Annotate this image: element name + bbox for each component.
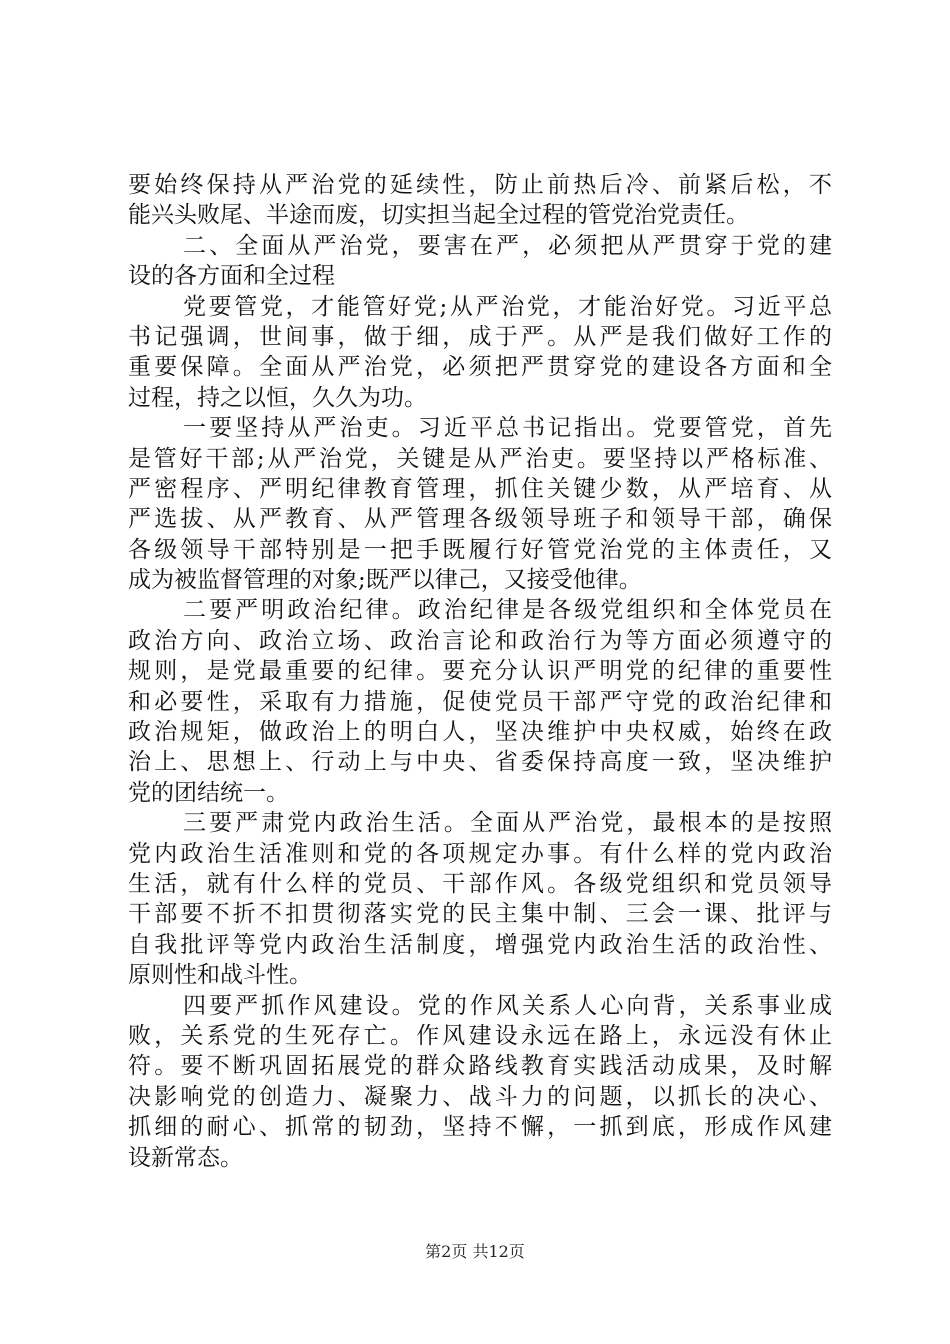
text-line: 设新常态。 (128, 1144, 243, 1171)
text-line: 干部要不折不扣贯彻落实党的民主集中制、三会一课、批评与 (128, 901, 832, 928)
text-line: 败，关系党的生死存亡。作风建设永远在路上，永远没有休止 (128, 1022, 832, 1049)
text-line: 二、全面从严治党，要害在严，必须把从严贯穿于党的建 (183, 232, 832, 259)
text-line: 重要保障。全面从严治党，必须把严贯穿党的建设各方面和全 (128, 354, 832, 381)
text-line: 四要严抓作风建设。党的作风关系人心向背，关系事业成 (183, 992, 832, 1019)
text-line: 规则，是党最重要的纪律。要充分认识严明党的纪律的重要性 (128, 658, 832, 685)
text-line: 严选拔、从严教育、从严管理各级领导班子和领导干部，确保 (128, 506, 832, 533)
text-line: 严密程序、严明纪律教育管理，抓住关键少数，从严培育、从 (128, 475, 832, 502)
text-line: 自我批评等党内政治生活制度，增强党内政治生活的政治性、 (128, 931, 832, 958)
text-line: 决影响党的创造力、凝聚力、战斗力的问题，以抓长的决心、 (128, 1083, 832, 1110)
text-line: 和必要性，采取有力措施，促使党员干部严守党的政治纪律和 (128, 688, 832, 715)
text-line: 二要严明政治纪律。政治纪律是各级党组织和全体党员在 (183, 597, 832, 624)
text-line: 党的团结统一。 (128, 779, 289, 806)
text-line: 党要管党，才能管好党;从严治党，才能治好党。习近平总 (183, 293, 832, 320)
text-line: 政治规矩，做政治上的明白人，坚决维护中央权威，始终在政 (128, 719, 832, 746)
body-text (128, 170, 832, 1173)
text-line: 设的各方面和全过程 (128, 263, 335, 290)
text-line: 党内政治生活准则和党的各项规定办事。有什么样的党内政治 (128, 840, 832, 867)
text-line: 抓细的耐心、抓常的韧劲，坚持不懈，一抓到底，形成作风建 (128, 1114, 832, 1141)
text-line: 成为被监督管理的对象;既严以律己，又接受他律。 (128, 567, 642, 594)
text-line: 原则性和战斗性。 (128, 962, 312, 989)
text-line: 过程，持之以恒，久久为功。 (128, 384, 427, 411)
text-line: 一要坚持从严治吏。习近平总书记指出。党要管党，首先 (183, 415, 832, 442)
text-line: 三要严肃党内政治生活。全面从严治党，最根本的是按照 (183, 810, 832, 837)
text-line: 书记强调，世间事，做于细，成于严。从严是我们做好工作的 (128, 323, 832, 350)
text-line: 政治方向、政治立场、政治言论和政治行为等方面必须遵守的 (128, 627, 832, 654)
page-footer: 第2页 共12页 (425, 1242, 525, 1261)
text-line: 能兴头败尾、半途而废，切实担当起全过程的管党治党责任。 (128, 202, 749, 229)
text-line: 要始终保持从严治党的延续性，防止前热后冷、前紧后松，不 (128, 172, 832, 198)
text-line: 治上、思想上、行动上与中央、省委保持高度一致，坚决维护 (128, 749, 832, 776)
text-line: 是管好干部;从严治党，关键是从严治吏。要坚持以严格标准、 (128, 445, 832, 472)
text-line: 各级领导干部特别是一把手既履行好管党治党的主体责任，又 (128, 536, 832, 563)
text-line: 生活，就有什么样的党员、干部作风。各级党组织和党员领导 (128, 870, 832, 897)
text-line: 符。要不断巩固拓展党的群众路线教育实践活动成果，及时解 (128, 1053, 832, 1080)
